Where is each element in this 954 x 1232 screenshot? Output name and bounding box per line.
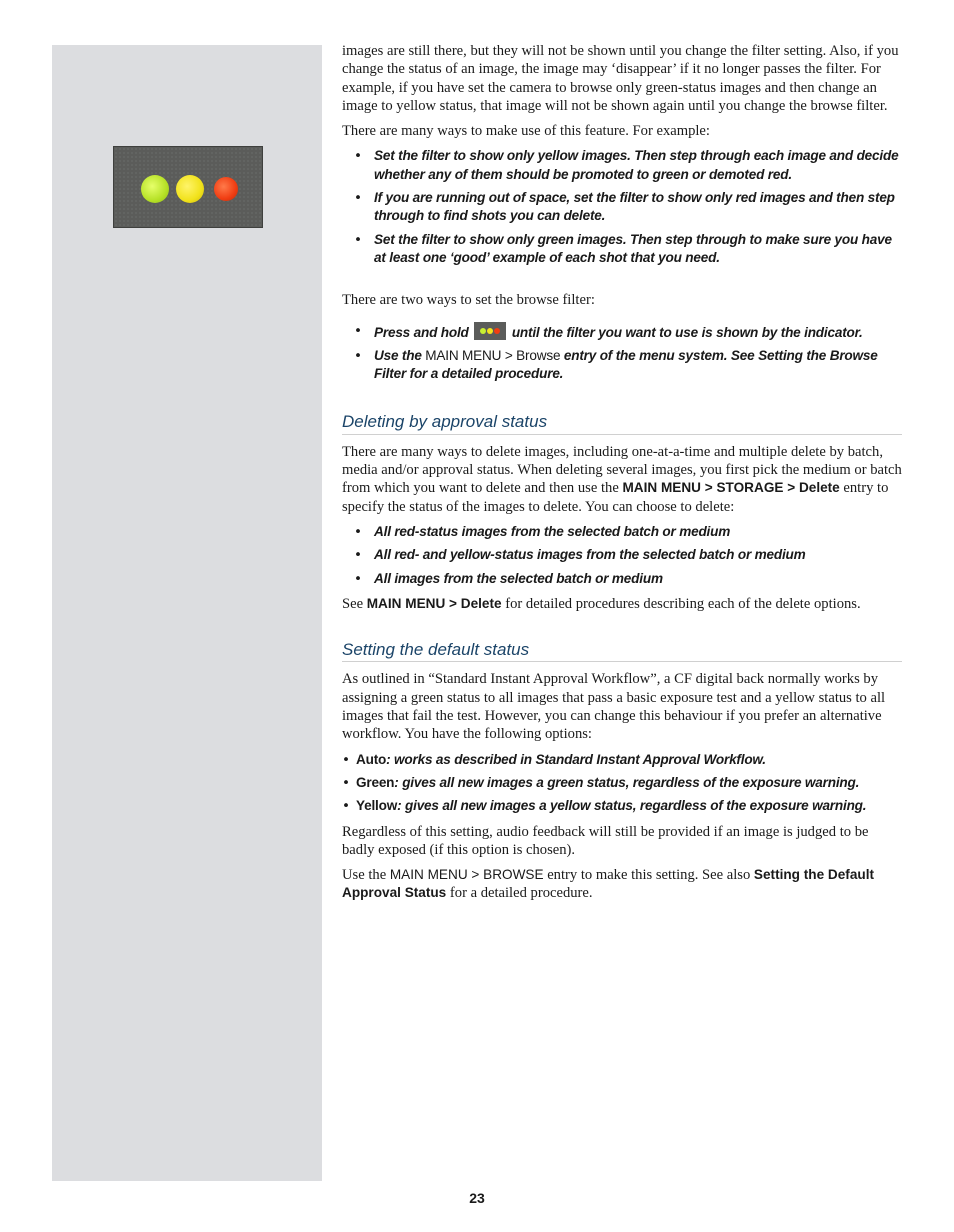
default-status-heading: Setting the default status bbox=[342, 641, 902, 662]
browse-filter-button-icon bbox=[474, 322, 506, 340]
deleting-para-post: entry to specify the status of the images to delete. You can choose to delete: bbox=[342, 480, 889, 515]
list-item bbox=[342, 347, 902, 384]
way2-menu: MAIN MENU > Browse bbox=[425, 347, 561, 363]
list-item: • Set the filter to show only yellow images. Then step through each image and decide whether any of them should be promoted to green or demoted red. bbox=[342, 147, 902, 184]
ways-list bbox=[342, 322, 902, 384]
delete-options-list bbox=[342, 523, 902, 588]
way2-ref: Setting the Browse Filter bbox=[374, 347, 878, 382]
deleting-para-pre: There are many ways to delete images, including one-at-a-time and multiple delete by batch, media and/or approval status. When deleting several images, you first pick the medium or batch from which you want to delete and then use the bbox=[342, 443, 902, 497]
list-item bbox=[342, 751, 902, 769]
way2-mid: entry of the menu system. See bbox=[563, 347, 755, 363]
option-label: Auto bbox=[356, 751, 387, 767]
option-desc: : works as described in Standard Instant Approval Workflow. bbox=[386, 751, 766, 767]
use-pre: Use the bbox=[342, 867, 387, 884]
default-status-paragraph: As outlined in “Standard Instant Approval Workflow”, a CF digital back normally works by assigning a green status to all images that pass a basic exposure test and a yellow status to all images that fail the test. However, you can change this behaviour if you prefer an alternative workflow. You have the following options: bbox=[342, 671, 886, 743]
use-paragraph bbox=[342, 866, 902, 903]
list-item: • All red- and yellow-status images from the selected batch or medium bbox=[342, 546, 902, 564]
list-item: • Set the filter to show only green images. Then step through to make sure you have at least one ‘good’ example of each shot that you need. bbox=[342, 231, 902, 268]
status-indicator-image bbox=[113, 146, 263, 228]
list-item bbox=[342, 797, 902, 815]
yellow-led-icon bbox=[176, 175, 204, 203]
see-paragraph bbox=[342, 595, 902, 613]
see-post: for detailed procedures describing each of the delete options. bbox=[505, 595, 861, 612]
examples-list bbox=[342, 147, 902, 267]
option-label: Green bbox=[356, 774, 395, 790]
audio-paragraph: Regardless of this setting, audio feedback will still be provided if an image is judged to be badly exposed (if this option is chosen). bbox=[342, 823, 869, 858]
way1-pre: Press and hold bbox=[374, 324, 469, 340]
green-led-icon bbox=[141, 175, 169, 203]
option-label: Yellow bbox=[356, 798, 398, 814]
main-content bbox=[342, 42, 902, 910]
list-item: • All red-status images from the selected batch or medium bbox=[342, 523, 902, 541]
see-menu: MAIN MENU > Delete bbox=[366, 595, 502, 611]
option-desc: : gives all new images a yellow status, regardless of the exposure warning. bbox=[397, 798, 867, 814]
deleting-menu: MAIN MENU > STORAGE > Delete bbox=[622, 480, 840, 496]
ways-intro: There are two ways to set the browse filter: bbox=[342, 292, 595, 309]
page-number: 23 bbox=[469, 1190, 485, 1206]
list-item: • All images from the selected batch or medium bbox=[342, 570, 902, 588]
way1-post: until the filter you want to use is shown by the indicator. bbox=[511, 324, 863, 340]
default-options-list bbox=[342, 751, 902, 816]
use-post: for a detailed procedure. bbox=[449, 885, 593, 902]
see-pre: See bbox=[342, 595, 364, 612]
list-item: • If you are running out of space, set the filter to show only red images and then step through to find shots you can delete. bbox=[342, 189, 902, 226]
list-item bbox=[342, 774, 902, 792]
red-led-icon bbox=[214, 177, 238, 201]
use-menu: MAIN MENU > BROWSE bbox=[389, 867, 544, 883]
deleting-heading: Deleting by approval status bbox=[342, 413, 902, 434]
use-ref: Setting the Default Approval Status bbox=[342, 867, 875, 901]
intro-paragraph: images are still there, but they will not be shown until you change the filter setting. Also, if you change the status of an image, the image may ‘disappear’ if it no longer passes the filter. For example, if you have set the camera to browse only green-status images and then change an image to yellow status, that image will not be shown again until you change the browse filter. bbox=[342, 43, 899, 114]
examples-intro: There are many ways to make use of this feature. For example: bbox=[342, 123, 710, 140]
list-item bbox=[342, 322, 902, 342]
way2-pre: Use the bbox=[374, 347, 422, 363]
use-mid: entry to make this setting. See also bbox=[547, 867, 751, 884]
way2-post: for a detailed procedure. bbox=[409, 366, 564, 382]
option-desc: : gives all new images a green status, regardless of the exposure warning. bbox=[394, 774, 860, 790]
deleting-paragraph bbox=[342, 443, 902, 516]
